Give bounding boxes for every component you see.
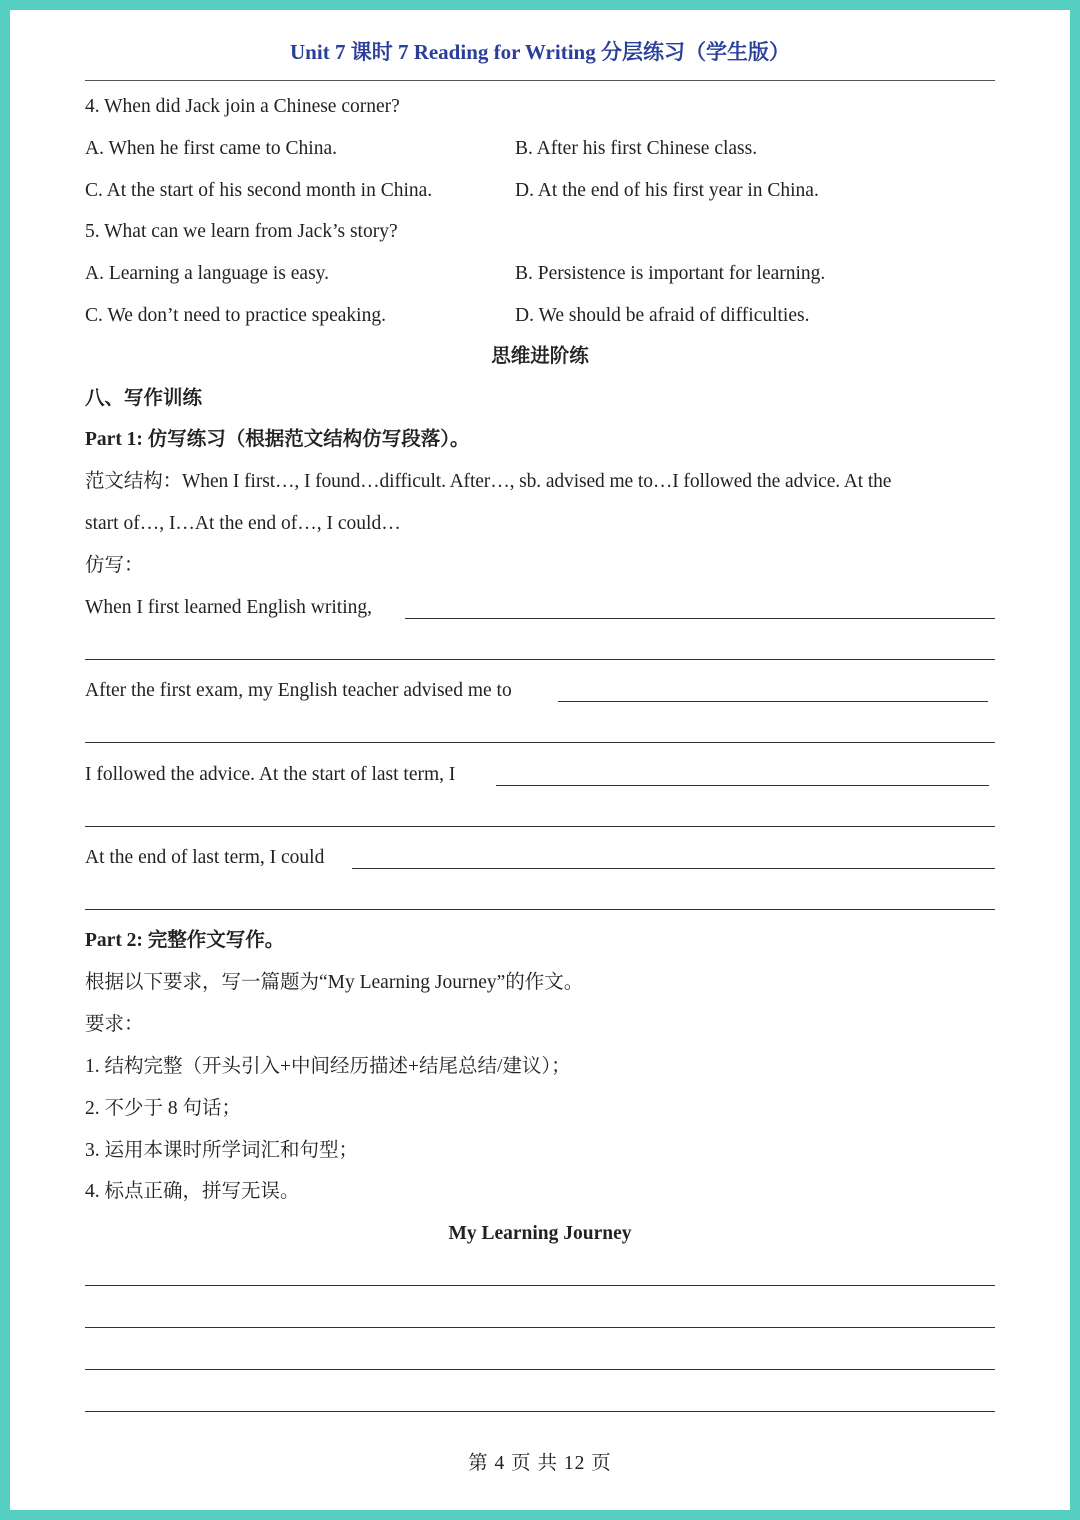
page-header: Unit 7 课时 7 Reading for Writing 分层练习（学生版）: [290, 40, 790, 64]
question-5-option-c: C. We don’t need to practice speaking.: [85, 305, 386, 326]
essay-answer-line[interactable]: [85, 1411, 995, 1412]
question-4-option-d: D. At the end of his first year in China.: [515, 180, 819, 201]
answer-line[interactable]: [85, 909, 995, 910]
requirement-item: 4. 标点正确，拼写无误。: [85, 1181, 300, 1202]
answer-line[interactable]: [496, 785, 989, 786]
question-5-option-d: D. We should be afraid of difficulties.: [515, 305, 810, 326]
part1-title: Part 1: 仿写练习（根据范文结构仿写段落）。: [85, 429, 470, 450]
part2-requirements-label: 要求：: [85, 1014, 144, 1035]
question-4-option-c: C. At the start of his second month in China.: [85, 180, 433, 201]
part2-instruction: 根据以下要求，写一篇题为“My Learning Journey”的作文。: [85, 972, 584, 993]
essay-answer-line[interactable]: [85, 1327, 995, 1328]
answer-line[interactable]: [85, 826, 995, 827]
part1-prompt-4: At the end of last term, I could: [85, 847, 325, 868]
answer-line[interactable]: [558, 701, 988, 702]
question-4-option-a: A. When he first came to China.: [85, 138, 337, 159]
essay-answer-line[interactable]: [85, 1369, 995, 1370]
section-title: 思维进阶练: [491, 346, 589, 367]
header-divider: [85, 80, 995, 81]
question-5-option-b: B. Persistence is important for learning.: [515, 263, 826, 284]
requirement-item: 2. 不少于 8 句话；: [85, 1098, 242, 1119]
answer-line[interactable]: [352, 868, 995, 869]
part1-prompt-3: I followed the advice. At the start of last term, I: [85, 764, 456, 785]
question-5-stem: 5. What can we learn from Jack’s story?: [85, 221, 398, 242]
answer-line[interactable]: [85, 742, 995, 743]
requirement-item: 3. 运用本课时所学词汇和句型；: [85, 1140, 359, 1161]
requirement-item: 1. 结构完整（开头引入+中间经历描述+结尾总结/建议）；: [85, 1056, 571, 1077]
part1-prompt-2: After the first exam, my English teacher advised me to: [85, 680, 512, 701]
part1-prompt-1: When I first learned English writing,: [85, 597, 373, 618]
question-4-option-b: B. After his first Chinese class.: [515, 138, 758, 159]
section-subtitle: 八、写作训练: [85, 388, 203, 409]
essay-title: My Learning Journey: [448, 1223, 632, 1244]
part1-imitate-label: 仿写：: [85, 555, 144, 576]
question-5-option-a: A. Learning a language is easy.: [85, 263, 330, 284]
answer-line[interactable]: [85, 659, 995, 660]
answer-line[interactable]: [405, 618, 995, 619]
essay-answer-line[interactable]: [85, 1285, 995, 1286]
worksheet-page: [10, 10, 1070, 1510]
part1-model-line1: 范文结构：When I first…, I found…difficult. After…, sb. advised me to…I followed the advice. At the: [85, 471, 892, 492]
question-4-stem: 4. When did Jack join a Chinese corner?: [85, 96, 400, 117]
part1-model-line2: start of…, I…At the end of…, I could…: [85, 513, 401, 534]
page-number: 第 4 页 共 12 页: [468, 1453, 612, 1474]
part2-title: Part 2: 完整作文写作。: [85, 930, 285, 951]
